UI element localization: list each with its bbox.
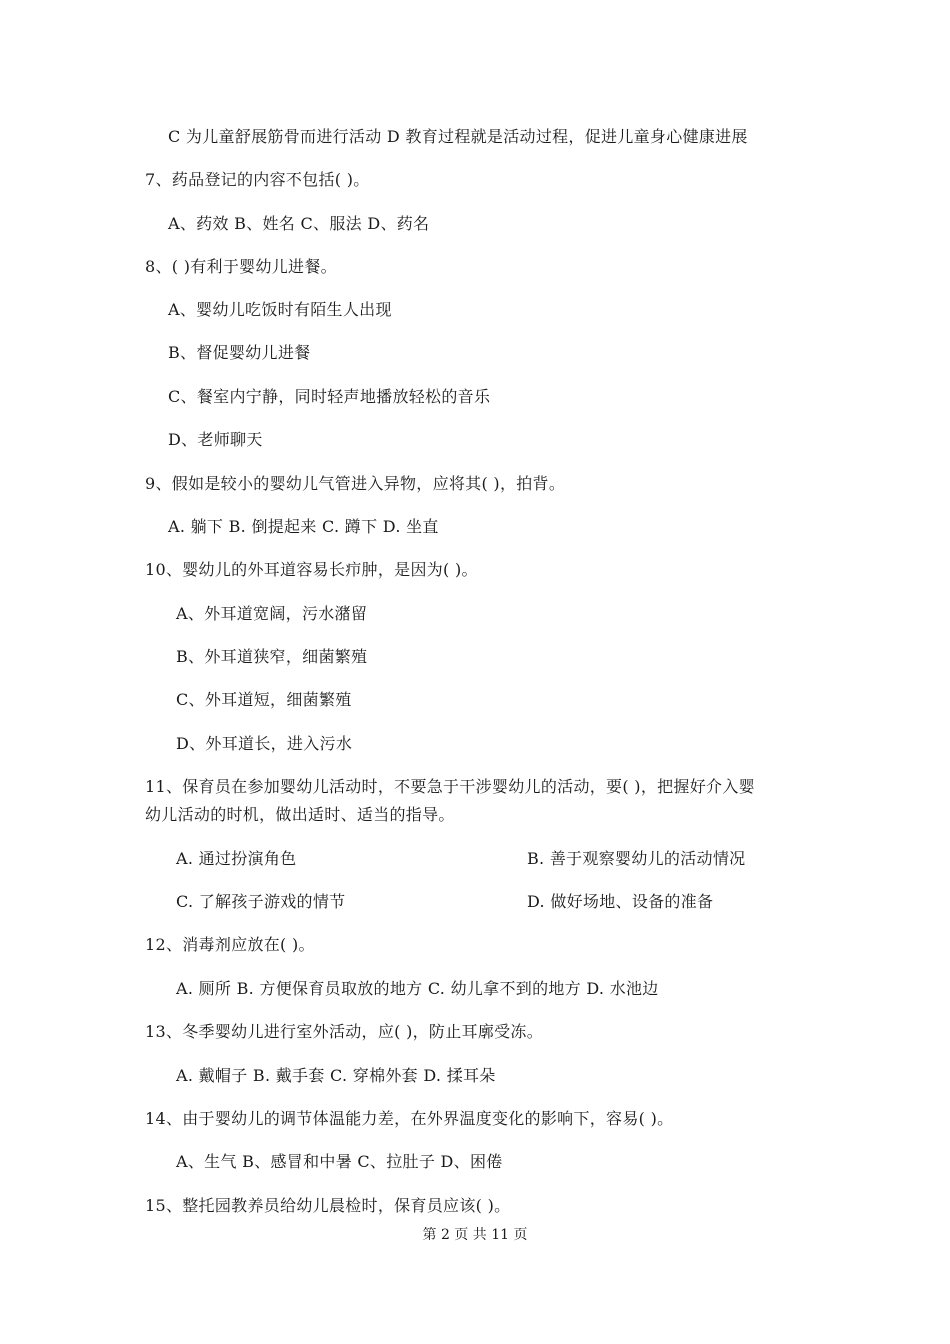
question-12: 12、消毒剂应放在( )。 — [145, 935, 315, 954]
question-7-options: A、药效 B、姓名 C、服法 D、药名 — [168, 214, 430, 233]
question-11-line-1: 11、保育员在参加婴幼儿活动时，不要急于干涉婴幼儿的活动，要( )，把握好介入婴 — [145, 777, 755, 796]
question-8-option-a: A、婴幼儿吃饭时有陌生人出现 — [168, 300, 392, 319]
question-8-option-b: B、督促婴幼儿进餐 — [168, 343, 311, 362]
question-10-option-a: A、外耳道宽阔，污水潴留 — [176, 604, 368, 623]
question-11-option-b: B. 善于观察婴幼儿的活动情况 — [527, 849, 746, 868]
page-number: 第 2 页 共 11 页 — [422, 1227, 528, 1243]
q6-options-cd: C 为儿童舒展筋骨而进行活动 D 教育过程就是活动过程，促进儿童身心健康进展 — [168, 127, 748, 146]
question-11-option-d: D. 做好场地、设备的准备 — [527, 892, 714, 911]
question-15: 15、整托园教养员给幼儿晨检时，保育员应该( )。 — [145, 1196, 511, 1215]
question-14: 14、由于婴幼儿的调节体温能力差，在外界温度变化的影响下，容易( )。 — [145, 1109, 674, 1128]
question-11-option-a: A. 通过扮演角色 — [176, 849, 297, 868]
question-11-option-c: C. 了解孩子游戏的情节 — [176, 892, 346, 911]
question-13-options: A. 戴帽子 B. 戴手套 C. 穿棉外套 D. 揉耳朵 — [176, 1066, 496, 1085]
question-12-options: A. 厕所 B. 方便保育员取放的地方 C. 幼儿拿不到的地方 D. 水池边 — [176, 979, 659, 998]
question-7: 7、药品登记的内容不包括( )。 — [145, 170, 370, 189]
question-13: 13、冬季婴幼儿进行室外活动，应( )，防止耳廓受冻。 — [145, 1022, 544, 1041]
question-10: 10、婴幼儿的外耳道容易长疖肿，是因为( )。 — [145, 560, 478, 579]
question-8: 8、( )有利于婴幼儿进餐。 — [145, 257, 337, 276]
question-10-option-c: C、外耳道短，细菌繁殖 — [176, 690, 352, 709]
question-8-option-c: C、餐室内宁静，同时轻声地播放轻松的音乐 — [168, 387, 491, 406]
question-10-option-d: D、外耳道长，进入污水 — [176, 734, 353, 753]
question-10-option-b: B、外耳道狭窄，细菌繁殖 — [176, 647, 368, 666]
question-11-line-2: 幼儿活动的时机，做出适时、适当的指导。 — [145, 805, 455, 824]
question-9: 9、假如是较小的婴幼儿气管进入异物，应将其( )，拍背。 — [145, 474, 566, 493]
question-8-option-d: D、老师聊天 — [168, 430, 263, 449]
question-14-options: A、生气 B、感冒和中暑 C、拉肚子 D、困倦 — [176, 1152, 503, 1171]
question-9-options: A. 躺下 B. 倒提起来 C. 蹲下 D. 坐直 — [168, 517, 439, 536]
